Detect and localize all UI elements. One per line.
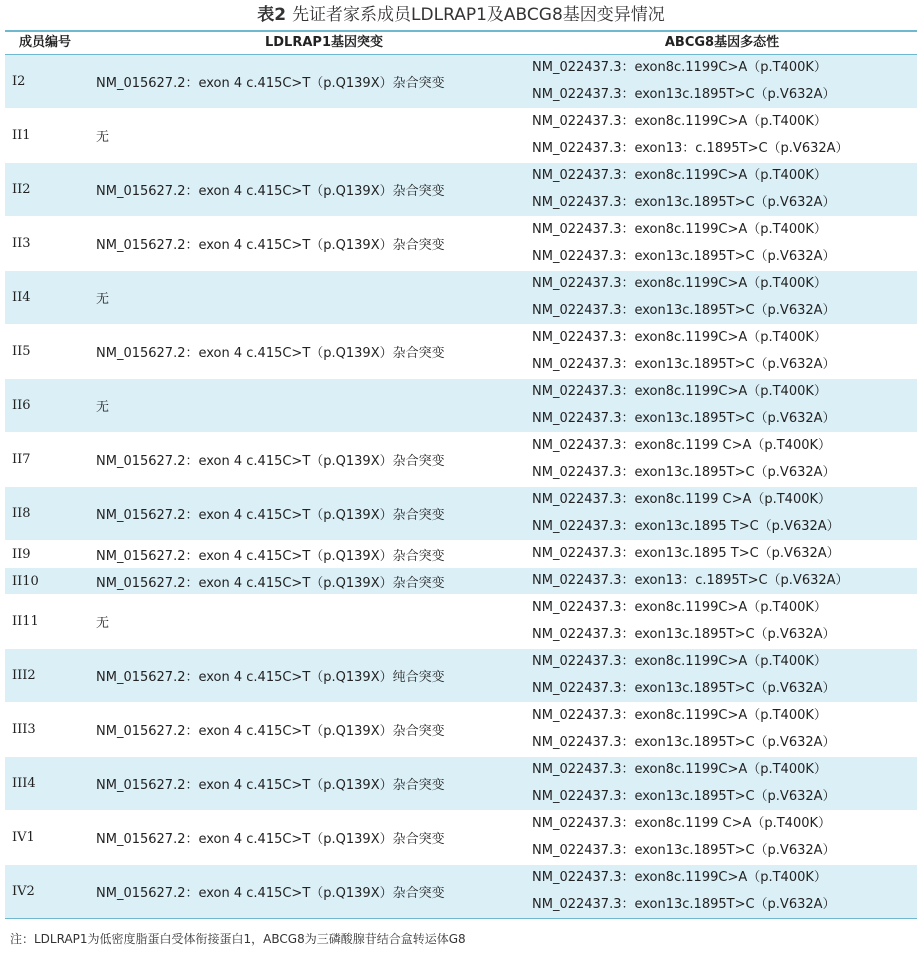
ldlrap1-mutation: NM_015627.2：exon 4 c.415C>T（p.Q139X）杂合突变 xyxy=(91,757,527,811)
header-member: 成员编号 xyxy=(5,31,91,55)
ldlrap1-mutation: 无 xyxy=(91,379,527,433)
abcg8-variant-line: NM_022437.3：exon8c.1199C>A（p.T400K） xyxy=(532,168,827,183)
member-id: II7 xyxy=(5,433,91,487)
abcg8-variant-line: NM_022437.3：exon13c.1895T>C（p.V632A） xyxy=(532,194,836,210)
abcg8-variant-line: NM_022437.3：exon13c.1895T>C（p.V632A） xyxy=(532,626,836,642)
abcg8-polymorphism xyxy=(527,379,917,433)
table-row xyxy=(5,379,917,433)
abcg8-polymorphism xyxy=(527,487,917,541)
ldlrap1-mutation: NM_015627.2：exon 4 c.415C>T（p.Q139X）杂合突变 xyxy=(91,433,527,487)
table-row xyxy=(5,595,917,649)
table-row xyxy=(5,568,917,595)
abcg8-variant-line: NM_022437.3：exon13c.1895T>C（p.V632A） xyxy=(532,842,836,858)
abcg8-polymorphism xyxy=(527,568,917,595)
abcg8-polymorphism xyxy=(527,433,917,487)
ldlrap1-mutation: 无 xyxy=(91,595,527,649)
header-ldlrap1: LDLRAP1基因突变 xyxy=(91,31,527,55)
member-id: II8 xyxy=(5,487,91,541)
abcg8-variant-line: NM_022437.3：exon13c.1895T>C（p.V632A） xyxy=(532,86,836,102)
table-row xyxy=(5,271,917,325)
abcg8-variant-line: NM_022437.3：exon8c.1199C>A（p.T400K） xyxy=(532,222,827,237)
ldlrap1-mutation: NM_015627.2：exon 4 c.415C>T（p.Q139X）杂合突变 xyxy=(91,55,527,109)
ldlrap1-mutation: NM_015627.2：exon 4 c.415C>T（p.Q139X）杂合突变 xyxy=(91,487,527,541)
member-id: II4 xyxy=(5,271,91,325)
abcg8-variant-line: NM_022437.3：exon8c.1199C>A（p.T400K） xyxy=(532,276,827,291)
table-row xyxy=(5,325,917,379)
abcg8-variant-line: NM_022437.3：exon8c.1199C>A（p.T400K） xyxy=(532,114,827,129)
ldlrap1-mutation: NM_015627.2：exon 4 c.415C>T（p.Q139X）纯合突变 xyxy=(91,649,527,703)
abcg8-variant-line: NM_022437.3：exon8c.1199 C>A（p.T400K） xyxy=(532,492,832,507)
abcg8-variant-line: NM_022437.3：exon8c.1199C>A（p.T400K） xyxy=(532,384,827,399)
table-row xyxy=(5,487,917,541)
table-row xyxy=(5,865,917,919)
abcg8-polymorphism xyxy=(527,541,917,568)
abcg8-polymorphism xyxy=(527,703,917,757)
abcg8-polymorphism xyxy=(527,55,917,109)
abcg8-variant-line: NM_022437.3：exon13c.1895T>C（p.V632A） xyxy=(532,302,836,318)
member-id: II11 xyxy=(5,595,91,649)
header-row xyxy=(5,31,917,55)
variant-table xyxy=(5,30,917,919)
abcg8-variant-line: NM_022437.3：exon8c.1199 C>A（p.T400K） xyxy=(532,816,832,831)
abcg8-variant-line: NM_022437.3：exon8c.1199C>A（p.T400K） xyxy=(532,60,827,75)
abcg8-variant-line: NM_022437.3：exon8c.1199C>A（p.T400K） xyxy=(532,870,827,885)
table-number: 表2 xyxy=(257,5,287,25)
ldlrap1-mutation: 无 xyxy=(91,109,527,163)
ldlrap1-mutation: NM_015627.2：exon 4 c.415C>T（p.Q139X）杂合突变 xyxy=(91,568,527,595)
abcg8-variant-line: NM_022437.3：exon13c.1895T>C（p.V632A） xyxy=(532,356,836,372)
abcg8-variant-line: NM_022437.3：exon13c.1895T>C（p.V632A） xyxy=(532,734,836,750)
member-id: I2 xyxy=(5,55,91,109)
abcg8-polymorphism xyxy=(527,217,917,271)
ldlrap1-mutation: 无 xyxy=(91,271,527,325)
member-id: II3 xyxy=(5,217,91,271)
abcg8-polymorphism xyxy=(527,649,917,703)
member-id: II9 xyxy=(5,541,91,568)
abcg8-polymorphism xyxy=(527,865,917,919)
member-id: II5 xyxy=(5,325,91,379)
table-caption xyxy=(0,0,922,30)
abcg8-variant-line: NM_022437.3：exon8c.1199C>A（p.T400K） xyxy=(532,762,827,777)
member-id: II10 xyxy=(5,568,91,595)
ldlrap1-mutation: NM_015627.2：exon 4 c.415C>T（p.Q139X）杂合突变 xyxy=(91,811,527,865)
member-id: IV1 xyxy=(5,811,91,865)
member-id: III4 xyxy=(5,757,91,811)
abcg8-polymorphism xyxy=(527,811,917,865)
table-row xyxy=(5,163,917,217)
ldlrap1-mutation: NM_015627.2：exon 4 c.415C>T（p.Q139X）杂合突变 xyxy=(91,703,527,757)
abcg8-variant-line: NM_022437.3：exon13c.1895 T>C（p.V632A） xyxy=(532,518,840,534)
member-id: III2 xyxy=(5,649,91,703)
table-body xyxy=(5,55,917,919)
abcg8-variant-line: NM_022437.3：exon13c.1895T>C（p.V632A） xyxy=(532,896,836,912)
abcg8-variant-line: NM_022437.3：exon13c.1895 T>C（p.V632A） xyxy=(532,546,840,561)
abcg8-variant-line: NM_022437.3：exon8c.1199C>A（p.T400K） xyxy=(532,600,827,615)
table-row xyxy=(5,109,917,163)
table-row xyxy=(5,55,917,109)
abcg8-polymorphism xyxy=(527,163,917,217)
member-id: II1 xyxy=(5,109,91,163)
abcg8-polymorphism xyxy=(527,325,917,379)
abcg8-variant-line: NM_022437.3：exon13c.1895T>C（p.V632A） xyxy=(532,410,836,426)
abcg8-variant-line: NM_022437.3：exon8c.1199C>A（p.T400K） xyxy=(532,330,827,345)
abcg8-variant-line: NM_022437.3：exon13c.1895T>C（p.V632A） xyxy=(532,464,836,480)
abcg8-polymorphism xyxy=(527,595,917,649)
table-footnote: 注：LDLRAP1为低密度脂蛋白受体衔接蛋白1，ABCG8为三磷酸腺苷结合盒转运体G8 xyxy=(10,932,466,946)
table-title: 先证者家系成员LDLRAP1及ABCG8基因变异情况 xyxy=(292,5,665,25)
ldlrap1-mutation: NM_015627.2：exon 4 c.415C>T（p.Q139X）杂合突变 xyxy=(91,217,527,271)
table-row xyxy=(5,757,917,811)
abcg8-polymorphism xyxy=(527,757,917,811)
abcg8-variant-line: NM_022437.3：exon8c.1199C>A（p.T400K） xyxy=(532,708,827,723)
abcg8-variant-line: NM_022437.3：exon13：c.1895T>C（p.V632A） xyxy=(532,573,849,588)
table-row xyxy=(5,649,917,703)
abcg8-variant-line: NM_022437.3：exon13c.1895T>C（p.V632A） xyxy=(532,680,836,696)
ldlrap1-mutation: NM_015627.2：exon 4 c.415C>T（p.Q139X）杂合突变 xyxy=(91,865,527,919)
table-row xyxy=(5,217,917,271)
table-row xyxy=(5,703,917,757)
member-id: II2 xyxy=(5,163,91,217)
abcg8-polymorphism xyxy=(527,109,917,163)
abcg8-variant-line: NM_022437.3：exon13：c.1895T>C（p.V632A） xyxy=(532,140,849,156)
abcg8-polymorphism xyxy=(527,271,917,325)
table-row xyxy=(5,811,917,865)
member-id: IV2 xyxy=(5,865,91,919)
table-row xyxy=(5,433,917,487)
ldlrap1-mutation: NM_015627.2：exon 4 c.415C>T（p.Q139X）杂合突变 xyxy=(91,325,527,379)
abcg8-variant-line: NM_022437.3：exon13c.1895T>C（p.V632A） xyxy=(532,248,836,264)
ldlrap1-mutation: NM_015627.2：exon 4 c.415C>T（p.Q139X）杂合突变 xyxy=(91,163,527,217)
member-id: III3 xyxy=(5,703,91,757)
abcg8-variant-line: NM_022437.3：exon13c.1895T>C（p.V632A） xyxy=(532,788,836,804)
abcg8-variant-line: NM_022437.3：exon8c.1199C>A（p.T400K） xyxy=(532,654,827,669)
ldlrap1-mutation: NM_015627.2：exon 4 c.415C>T（p.Q139X）杂合突变 xyxy=(91,541,527,568)
member-id: II6 xyxy=(5,379,91,433)
abcg8-variant-line: NM_022437.3：exon8c.1199 C>A（p.T400K） xyxy=(532,438,832,453)
header-abcg8: ABCG8基因多态性 xyxy=(527,31,917,55)
table-row xyxy=(5,541,917,568)
